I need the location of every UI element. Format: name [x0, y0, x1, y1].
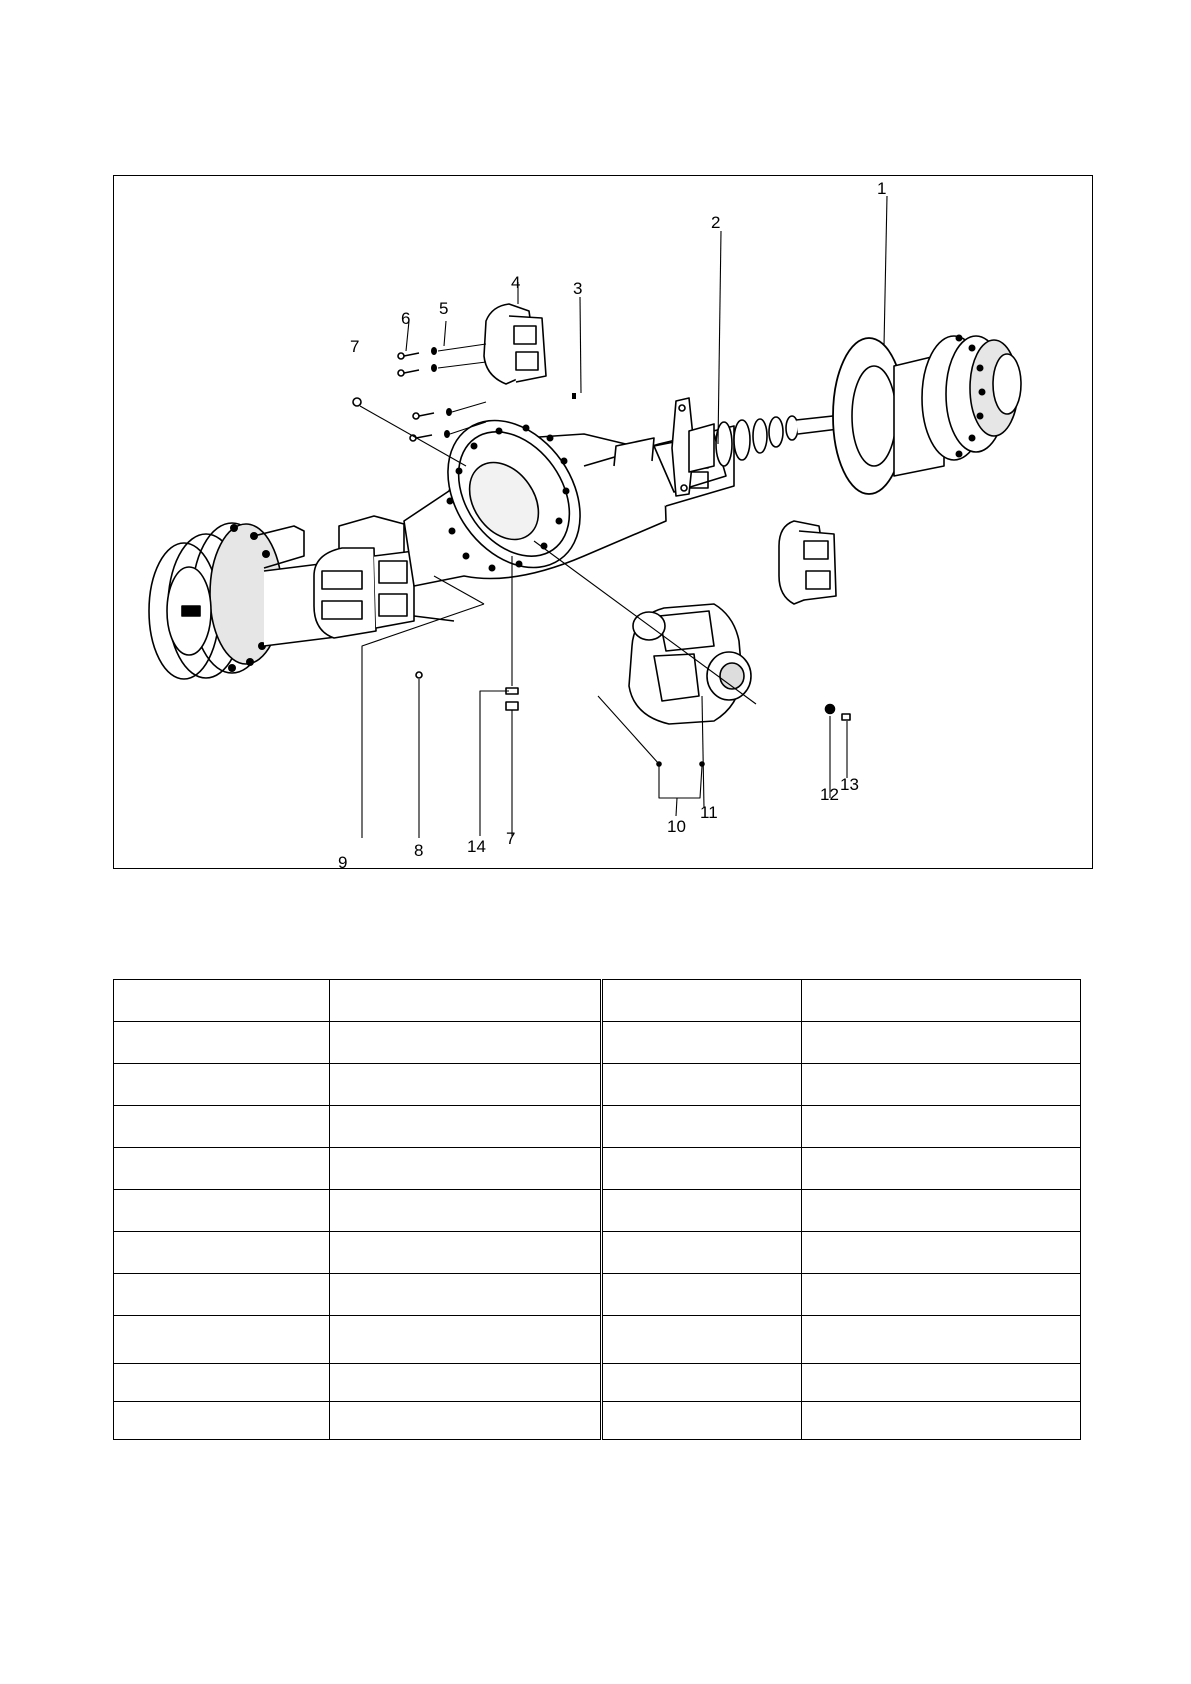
table-cell: [114, 1064, 330, 1106]
table-cell: [330, 1316, 602, 1364]
callout-11: 11: [700, 803, 718, 822]
table-cell: [114, 1316, 330, 1364]
callout-1: 1: [877, 179, 887, 198]
table-cell: [602, 1022, 802, 1064]
callout-3: 3: [573, 279, 583, 298]
table-cell: [330, 1022, 602, 1064]
callout-10: 10: [667, 817, 686, 836]
table-cell: [602, 1402, 802, 1440]
differential-carrier: [629, 604, 751, 724]
callout-12: 12: [820, 785, 839, 804]
table-cell: [802, 1064, 1081, 1106]
loose-brake-caliper: [484, 304, 546, 384]
table-row: [114, 1106, 1081, 1148]
parts-table-body: [114, 980, 1081, 1440]
table-cell: [602, 1190, 802, 1232]
table-cell: [802, 1022, 1081, 1064]
table-cell: [602, 1064, 802, 1106]
table-cell: [602, 1106, 802, 1148]
left-wheel-hub: [149, 523, 282, 679]
table-cell: [114, 1274, 330, 1316]
table-cell: [602, 1232, 802, 1274]
table-row: [114, 1064, 1081, 1106]
table-cell: [802, 1190, 1081, 1232]
callout-2: 2: [711, 213, 721, 232]
table-row: [114, 1190, 1081, 1232]
table-cell: [602, 1274, 802, 1316]
table-cell: [330, 980, 602, 1022]
callout-9: 9: [338, 853, 348, 870]
table-cell: [114, 1232, 330, 1274]
axle-drawing: [114, 176, 1094, 870]
table-cell: [330, 1064, 602, 1106]
table-row: [114, 1022, 1081, 1064]
callout-7-bottom: 7: [506, 829, 516, 848]
table-cell: [602, 980, 802, 1022]
table-row: [114, 1364, 1081, 1402]
table-cell: [330, 1106, 602, 1148]
table-row: [114, 980, 1081, 1022]
table-cell: [114, 1190, 330, 1232]
table-cell: [114, 1106, 330, 1148]
callout-7-top: 7: [350, 337, 360, 356]
exploded-axle-diagram: [113, 175, 1093, 869]
table-cell: [802, 1316, 1081, 1364]
table-cell: [330, 1274, 602, 1316]
callout-13: 13: [840, 775, 859, 794]
table-cell: [602, 1364, 802, 1402]
table-cell: [330, 1364, 602, 1402]
callout-8: 8: [414, 841, 424, 860]
callout-14: 14: [467, 837, 486, 856]
table-row: [114, 1316, 1081, 1364]
table-cell: [330, 1148, 602, 1190]
axle-banjo-housing: [404, 395, 666, 593]
left-brake-caliper: [314, 548, 414, 638]
callout-5: 5: [439, 299, 449, 318]
table-cell: [802, 1232, 1081, 1274]
table-cell: [114, 1402, 330, 1440]
table-row: [114, 1274, 1081, 1316]
table-cell: [802, 980, 1081, 1022]
table-cell: [330, 1190, 602, 1232]
table-cell: [330, 1402, 602, 1440]
table-cell: [114, 1148, 330, 1190]
table-cell: [802, 1274, 1081, 1316]
table-cell: [114, 980, 330, 1022]
parts-list-table: [113, 979, 1081, 1440]
table-row: [114, 1232, 1081, 1274]
callout-4: 4: [511, 273, 521, 292]
table-cell: [802, 1402, 1081, 1440]
table-cell: [114, 1364, 330, 1402]
caliper-bolts: [398, 344, 486, 441]
table-cell: [802, 1106, 1081, 1148]
table-cell: [114, 1022, 330, 1064]
table-cell: [802, 1148, 1081, 1190]
table-row: [114, 1402, 1081, 1440]
table-cell: [802, 1364, 1081, 1402]
callout-6: 6: [401, 309, 411, 328]
table-cell: [602, 1316, 802, 1364]
spare-brake-caliper: [779, 521, 836, 604]
table-row: [114, 1148, 1081, 1190]
table-cell: [602, 1148, 802, 1190]
table-cell: [330, 1232, 602, 1274]
right-wheel-hub: [894, 335, 1021, 477]
